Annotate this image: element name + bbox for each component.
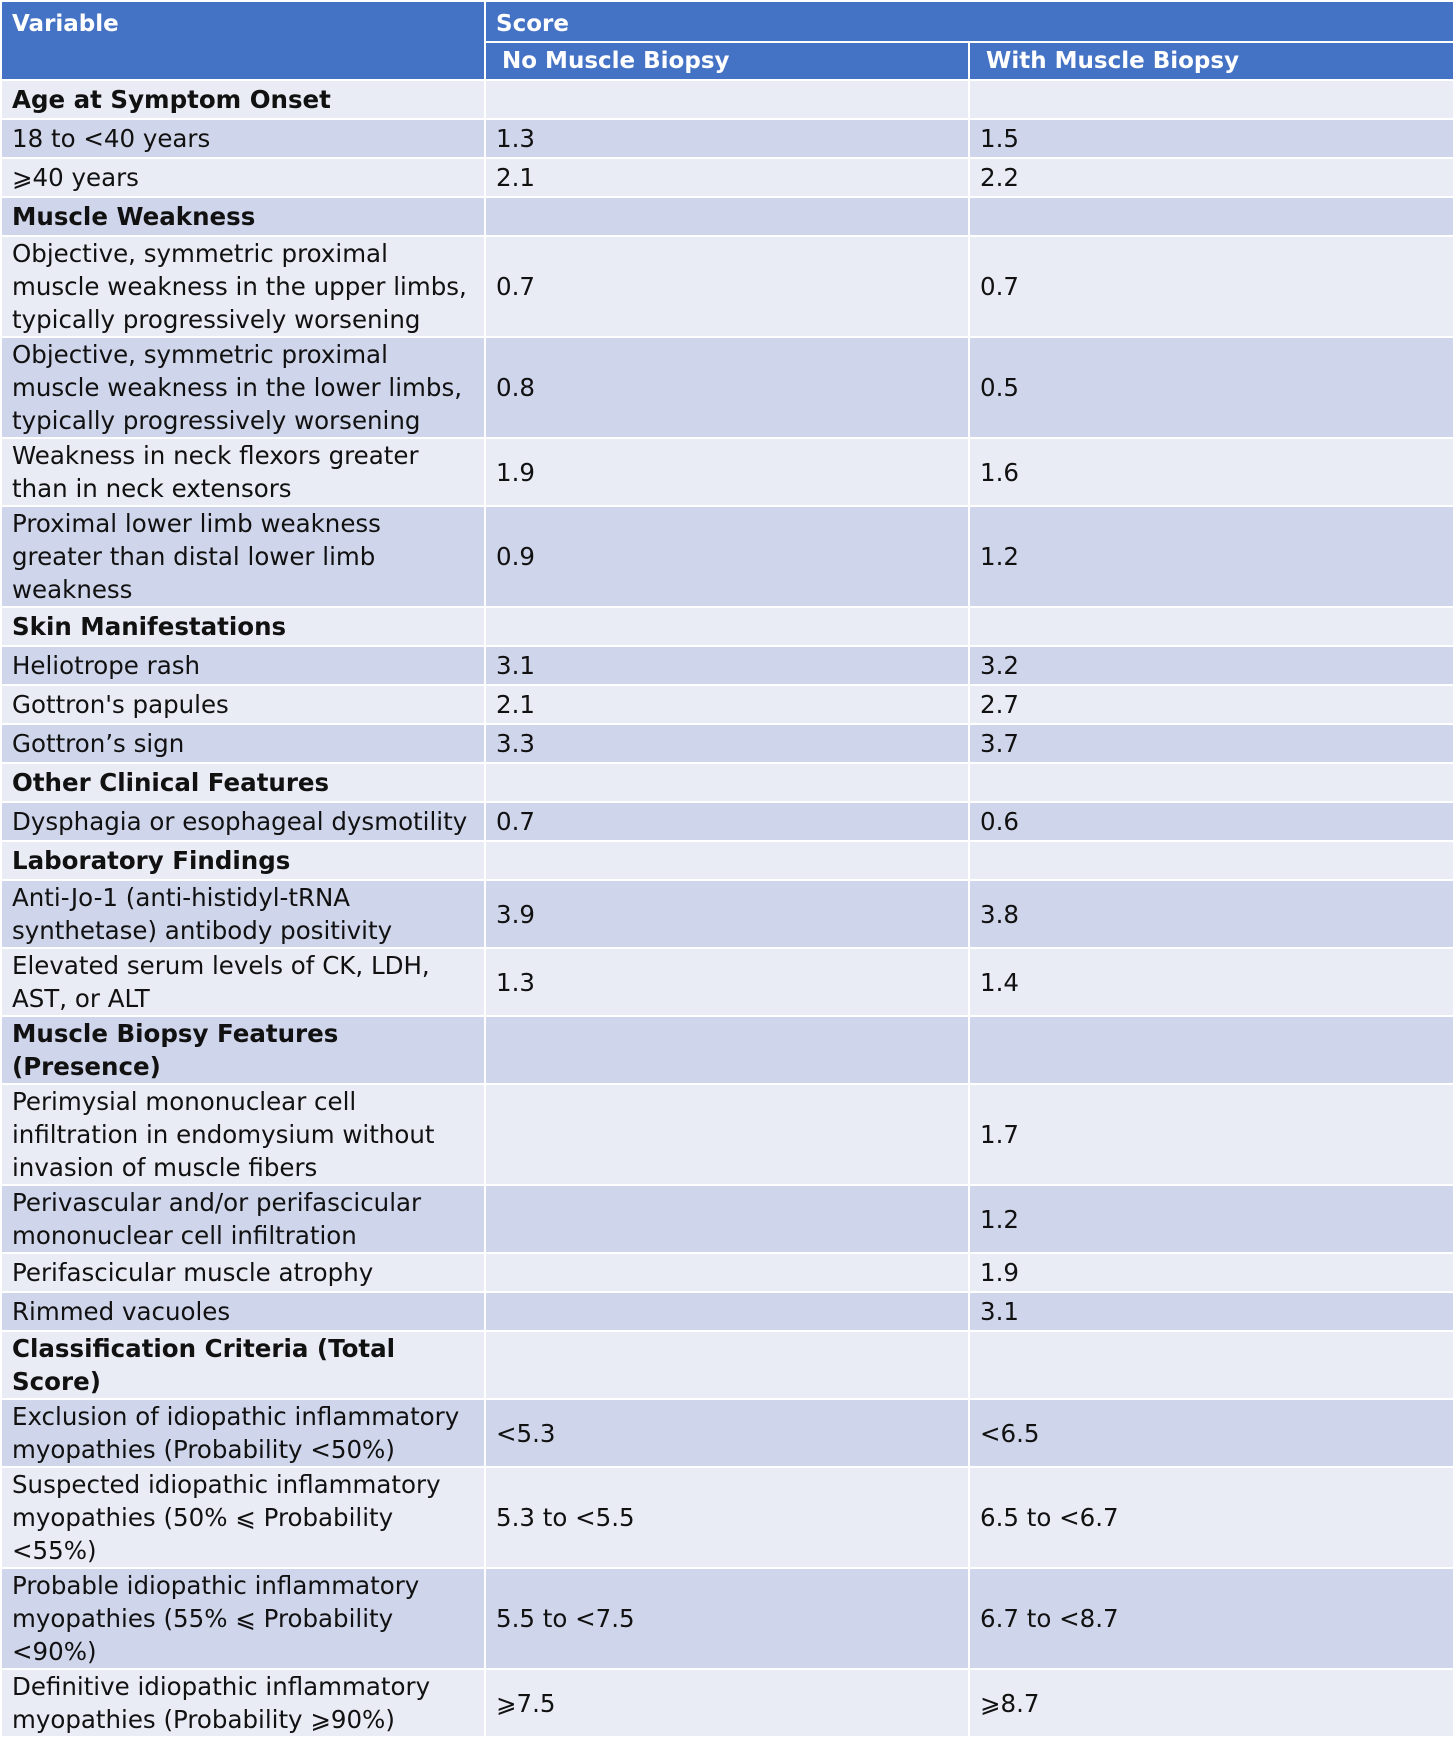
table-row (1, 1467, 1453, 1568)
row-label: Age at Symptom Onset (1, 80, 485, 119)
score-with-biopsy (969, 1331, 1453, 1399)
table-row (1, 1084, 1453, 1185)
score-no-biopsy: 3.9 (485, 880, 969, 948)
table-row (1, 506, 1453, 607)
score-with-biopsy: 6.7 to <8.7 (969, 1568, 1453, 1669)
score-no-biopsy (485, 1185, 969, 1253)
score-with-biopsy (969, 1016, 1453, 1084)
table-row (1, 685, 1453, 724)
header-score: Score (485, 1, 1453, 42)
header-with-biopsy: With Muscle Biopsy (969, 42, 1453, 80)
row-label: Objective, symmetric proximal muscle weakness in the lower limbs, typically progressively worsening (1, 337, 485, 438)
table-row (1, 119, 1453, 158)
section-row (1, 1331, 1453, 1399)
score-no-biopsy (485, 1016, 969, 1084)
score-no-biopsy (485, 607, 969, 646)
score-with-biopsy: 2.2 (969, 158, 1453, 197)
score-no-biopsy (485, 1292, 969, 1331)
score-no-biopsy (485, 1331, 969, 1399)
score-no-biopsy (485, 841, 969, 880)
section-row (1, 607, 1453, 646)
score-no-biopsy: 0.9 (485, 506, 969, 607)
table-row (1, 1253, 1453, 1292)
score-with-biopsy (969, 607, 1453, 646)
score-with-biopsy (969, 80, 1453, 119)
score-with-biopsy: 0.7 (969, 236, 1453, 337)
row-label: Heliotrope rash (1, 646, 485, 685)
table-row (1, 1292, 1453, 1331)
score-with-biopsy: 3.2 (969, 646, 1453, 685)
table-row (1, 948, 1453, 1016)
score-no-biopsy: 0.8 (485, 337, 969, 438)
table-row (1, 337, 1453, 438)
score-no-biopsy (485, 80, 969, 119)
header-no-biopsy: No Muscle Biopsy (485, 42, 969, 80)
score-with-biopsy: 1.5 (969, 119, 1453, 158)
table-row (1, 1399, 1453, 1467)
row-label: Dysphagia or esophageal dysmotility (1, 802, 485, 841)
score-with-biopsy: 2.7 (969, 685, 1453, 724)
table-row (1, 1185, 1453, 1253)
row-label: Other Clinical Features (1, 763, 485, 802)
row-label: Exclusion of idiopathic inflammatory myopathies (Probability <50%) (1, 1399, 485, 1467)
score-no-biopsy (485, 1084, 969, 1185)
table-row (1, 724, 1453, 763)
score-no-biopsy: 3.3 (485, 724, 969, 763)
score-no-biopsy: <5.3 (485, 1399, 969, 1467)
score-no-biopsy (485, 763, 969, 802)
row-label: Perifascicular muscle atrophy (1, 1253, 485, 1292)
score-with-biopsy: 3.7 (969, 724, 1453, 763)
score-no-biopsy: ⩾7.5 (485, 1669, 969, 1737)
score-with-biopsy: 1.6 (969, 438, 1453, 506)
section-row (1, 197, 1453, 236)
score-no-biopsy: 5.5 to <7.5 (485, 1568, 969, 1669)
score-no-biopsy: 5.3 to <5.5 (485, 1467, 969, 1568)
table-row (1, 646, 1453, 685)
score-with-biopsy (969, 197, 1453, 236)
row-label: Rimmed vacuoles (1, 1292, 485, 1331)
row-label: Probable idiopathic inflammatory myopathies (55% ⩽ Probability <90%) (1, 1568, 485, 1669)
score-with-biopsy: 1.2 (969, 1185, 1453, 1253)
score-no-biopsy: 2.1 (485, 158, 969, 197)
table-row (1, 438, 1453, 506)
score-no-biopsy: 2.1 (485, 685, 969, 724)
row-label: Perivascular and/or perifascicular mononuclear cell infiltration (1, 1185, 485, 1253)
row-label: Muscle Biopsy Features (Presence) (1, 1016, 485, 1084)
row-label: Proximal lower limb weakness greater than distal lower limb weakness (1, 506, 485, 607)
score-with-biopsy: 1.4 (969, 948, 1453, 1016)
table-row (1, 880, 1453, 948)
row-label: Skin Manifestations (1, 607, 485, 646)
table-header (1, 1, 1453, 80)
row-label: Elevated serum levels of CK, LDH, AST, or ALT (1, 948, 485, 1016)
score-no-biopsy: 0.7 (485, 802, 969, 841)
row-label: ⩾40 years (1, 158, 485, 197)
table-row (1, 158, 1453, 197)
score-with-biopsy: 0.5 (969, 337, 1453, 438)
score-no-biopsy: 3.1 (485, 646, 969, 685)
row-label: Suspected idiopathic inflammatory myopathies (50% ⩽ Probability <55%) (1, 1467, 485, 1568)
score-with-biopsy: 6.5 to <6.7 (969, 1467, 1453, 1568)
section-row (1, 1016, 1453, 1084)
score-no-biopsy: 0.7 (485, 236, 969, 337)
table-row (1, 1669, 1453, 1737)
row-label: Objective, symmetric proximal muscle weakness in the upper limbs, typically progressively worsening (1, 236, 485, 337)
score-with-biopsy: 1.2 (969, 506, 1453, 607)
score-with-biopsy (969, 763, 1453, 802)
score-with-biopsy: 3.8 (969, 880, 1453, 948)
row-label: Laboratory Findings (1, 841, 485, 880)
table-row (1, 1568, 1453, 1669)
score-with-biopsy: 1.9 (969, 1253, 1453, 1292)
score-with-biopsy: 3.1 (969, 1292, 1453, 1331)
row-label: Gottron's papules (1, 685, 485, 724)
score-no-biopsy: 1.3 (485, 948, 969, 1016)
table-row (1, 802, 1453, 841)
score-with-biopsy: 1.7 (969, 1084, 1453, 1185)
row-label: Weakness in neck flexors greater than in neck extensors (1, 438, 485, 506)
row-label: Definitive idiopathic inflammatory myopathies (Probability ⩾90%) (1, 1669, 485, 1737)
section-row (1, 841, 1453, 880)
score-no-biopsy (485, 1253, 969, 1292)
score-with-biopsy: ⩾8.7 (969, 1669, 1453, 1737)
row-label: Gottron’s sign (1, 724, 485, 763)
score-with-biopsy (969, 841, 1453, 880)
header-variable: Variable (1, 1, 485, 80)
score-no-biopsy: 1.9 (485, 438, 969, 506)
row-label: Anti-Jo-1 (anti-histidyl-tRNA synthetase) antibody positivity (1, 880, 485, 948)
section-row (1, 80, 1453, 119)
table-row (1, 236, 1453, 337)
row-label: Perimysial mononuclear cell infiltration in endomysium without invasion of muscle fibers (1, 1084, 485, 1185)
score-with-biopsy: <6.5 (969, 1399, 1453, 1467)
row-label: Muscle Weakness (1, 197, 485, 236)
score-with-biopsy: 0.6 (969, 802, 1453, 841)
row-label: 18 to <40 years (1, 119, 485, 158)
row-label: Classification Criteria (Total Score) (1, 1331, 485, 1399)
score-no-biopsy: 1.3 (485, 119, 969, 158)
table-body (1, 80, 1453, 1737)
section-row (1, 763, 1453, 802)
score-no-biopsy (485, 197, 969, 236)
